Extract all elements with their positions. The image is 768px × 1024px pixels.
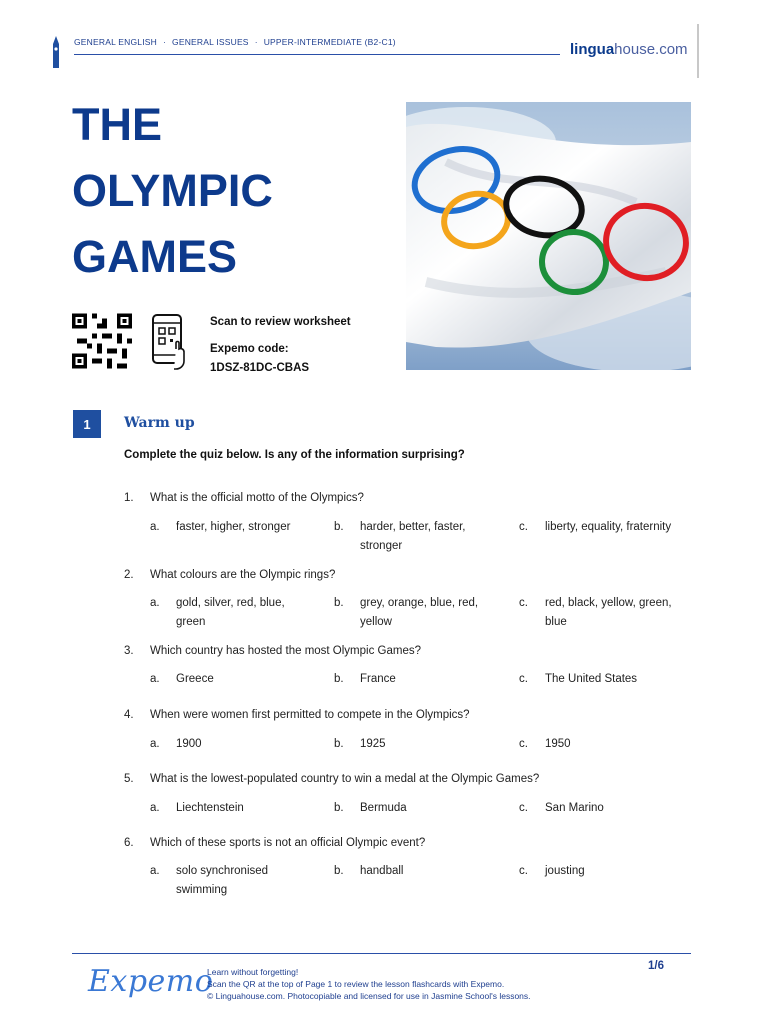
breadcrumb-level-3[interactable]: UPPER-INTERMEDIATE (B2-C1) — [263, 37, 396, 47]
option-text: jousting — [545, 865, 585, 877]
option-text: Liechtenstein — [176, 802, 244, 814]
option-text: harder, better, faster, stronger — [360, 521, 466, 552]
option-letter: a. — [150, 738, 160, 750]
header — [50, 36, 700, 58]
brand-logo[interactable] — [570, 41, 688, 58]
olympic-flag-photo — [406, 102, 691, 370]
option-letter: b. — [334, 865, 344, 877]
option-text: The United States — [545, 673, 638, 685]
question-text: Which of these sports is not an official Olympic event? — [150, 837, 426, 849]
option-text: solo synchronised swimming — [176, 865, 269, 896]
option-letter: c. — [519, 738, 528, 750]
option-letter: a. — [150, 597, 160, 609]
question-number: 3. — [124, 645, 134, 657]
option-text: San Marino — [545, 802, 604, 814]
option-text: 1950 — [545, 738, 571, 750]
option-letter: b. — [334, 521, 344, 533]
option-letter: c. — [519, 597, 528, 609]
section-number-badge: 1 — [73, 410, 101, 438]
option-text: handball — [360, 865, 404, 877]
footer-scan-note: Scan the QR at the top of Page 1 to review the lesson flashcards with Expemo. — [207, 979, 505, 989]
title-line-3: GAMES — [72, 231, 238, 282]
big-ben-icon — [50, 36, 62, 70]
option-letter: c. — [519, 673, 528, 685]
option-text: France — [360, 673, 396, 685]
question-number: 1. — [124, 492, 134, 504]
option-letter: a. — [150, 673, 160, 685]
qr-code-icon[interactable] — [72, 313, 132, 369]
expemo-logo[interactable]: Expemo — [88, 964, 214, 999]
question-number: 5. — [124, 773, 134, 785]
brand-bold: lingua — [570, 41, 615, 58]
breadcrumb: GENERAL ENGLISH · GENERAL ISSUES · UPPER-INTERMEDIATE (B2-C1) — [74, 37, 396, 47]
question-number: 4. — [124, 709, 134, 721]
option-letter: c. — [519, 865, 528, 877]
question-text: Which country has hosted the most Olympic Games? — [150, 645, 421, 657]
option-text: grey, orange, blue, red, yellow — [360, 597, 479, 628]
option-text: red, black, yellow, green, blue — [545, 597, 672, 628]
question-number: 6. — [124, 837, 134, 849]
option-text: faster, higher, stronger — [176, 521, 291, 533]
option-text: Greece — [176, 673, 214, 685]
option-letter: c. — [519, 521, 528, 533]
question-number: 2. — [124, 569, 134, 581]
header-divider — [74, 54, 560, 55]
breadcrumb-level-2[interactable]: GENERAL ISSUES — [172, 37, 249, 47]
title-line-1: THE — [72, 99, 162, 150]
footer-copyright: © Linguahouse.com. Photocopiable and licensed for use in Jasmine School's lessons. — [207, 991, 531, 1001]
option-text: gold, silver, red, blue, green — [176, 597, 285, 628]
option-letter: a. — [150, 521, 160, 533]
header-vertical-rule — [697, 24, 699, 78]
footer-text — [207, 966, 531, 1002]
option-letter: a. — [150, 802, 160, 814]
page-number: 1/6 — [648, 960, 664, 972]
expemo-code-label: Expemo code: — [210, 343, 289, 355]
breadcrumb-level-1[interactable]: GENERAL ENGLISH — [74, 37, 157, 47]
option-letter: b. — [334, 673, 344, 685]
option-text: 1925 — [360, 738, 386, 750]
instruction-text: Complete the quiz below. Is any of the information surprising? — [124, 449, 465, 461]
option-letter: c. — [519, 802, 528, 814]
section-title: Warm up — [124, 415, 195, 431]
option-letter: b. — [334, 597, 344, 609]
question-text: What is the official motto of the Olympics? — [150, 492, 364, 504]
title-line-2: OLYMPIC — [72, 165, 273, 216]
expemo-code-value: 1DSZ-81DC-CBAS — [210, 362, 310, 374]
option-letter: a. — [150, 865, 160, 877]
option-text: 1900 — [176, 738, 202, 750]
option-letter: b. — [334, 802, 344, 814]
question-text: When were women first permitted to compete in the Olympics? — [150, 709, 470, 721]
option-text: Bermuda — [360, 802, 407, 814]
footer-divider — [72, 953, 691, 954]
option-letter: b. — [334, 738, 344, 750]
page-title — [72, 92, 362, 290]
brand-rest: house.com — [614, 41, 688, 58]
scan-info — [210, 313, 351, 386]
scan-label: Scan to review worksheet — [210, 316, 351, 328]
option-text: liberty, equality, fraternity — [545, 521, 672, 533]
phone-scan-icon — [150, 313, 190, 371]
footer-tagline: Learn without forgetting! — [207, 967, 299, 977]
question-text: What colours are the Olympic rings? — [150, 569, 336, 581]
question-text: What is the lowest-populated country to win a medal at the Olympic Games? — [150, 773, 540, 785]
